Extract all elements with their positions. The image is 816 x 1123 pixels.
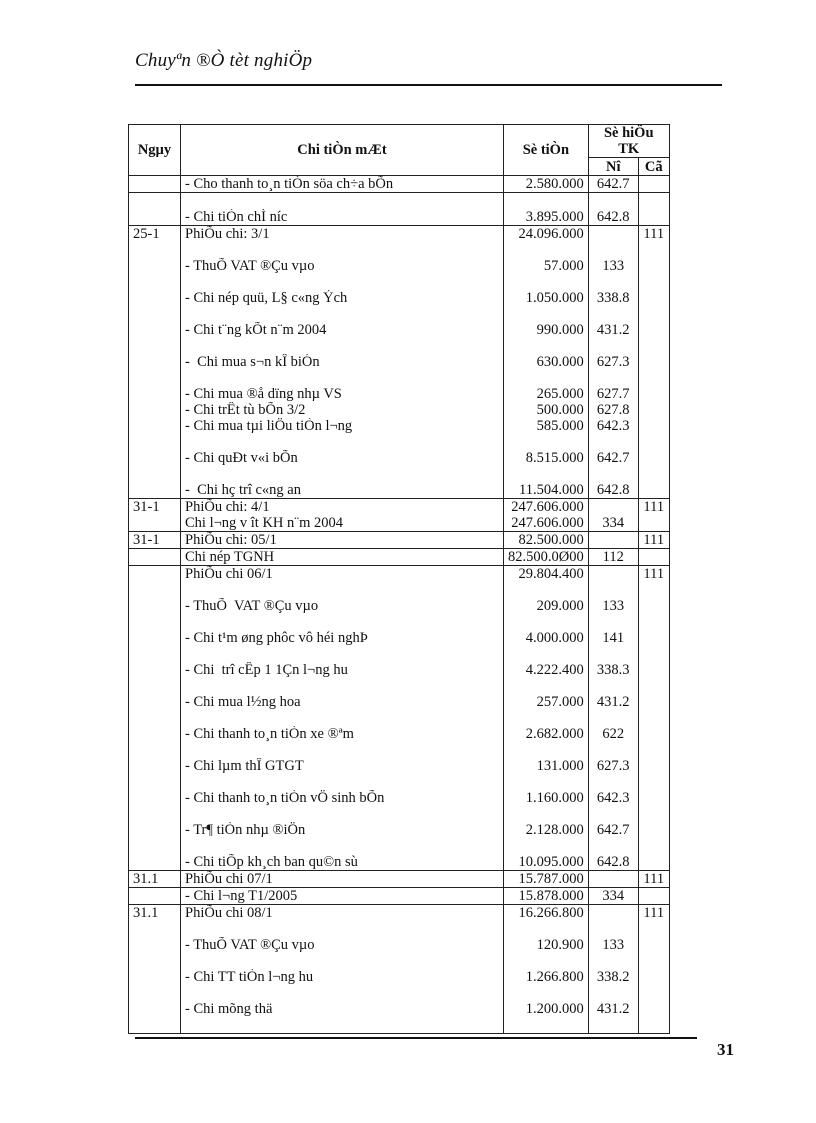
row-line-text [185, 921, 499, 937]
table-row [129, 499, 670, 532]
row-line-text: PhiÕu chi 07/1 [185, 871, 273, 887]
row-line-text [643, 466, 665, 482]
row-line-text: 111 [643, 226, 665, 242]
row-line-text [508, 274, 584, 290]
header-credit: Cã [638, 158, 669, 176]
row-line-text [508, 953, 584, 969]
row-line-text [593, 985, 634, 1001]
row-line-text: 141 [602, 630, 625, 646]
row-line-text [643, 985, 665, 1001]
row-line-text: 29.804.400 [518, 566, 584, 582]
row-line-text: - ThuÕ VAT ®Çu vµo [185, 598, 319, 614]
row-line-text [508, 921, 584, 937]
row-line-text: 111 [643, 871, 665, 887]
row-line-text: - Chi l¬ng T1/2005 [185, 888, 298, 904]
row-line-text: 334 [602, 515, 625, 531]
row-line-text [643, 354, 665, 370]
row-line-text [508, 1017, 584, 1033]
row-description-cell [181, 226, 504, 499]
row-amount-cell [504, 888, 589, 905]
row-line-text [185, 678, 499, 694]
row-line-text [185, 806, 499, 822]
row-line-text: 2.580.000 [525, 176, 584, 192]
row-line-text [593, 806, 634, 822]
row-line-text: 990.000 [536, 322, 584, 338]
row-date-cell [129, 499, 181, 532]
row-date: 31.1 [133, 905, 159, 921]
row-amount-cell [504, 549, 589, 566]
row-credit-account-cell [638, 871, 669, 888]
row-line-text [508, 806, 584, 822]
row-line-text [593, 226, 634, 242]
footer-divider [135, 1037, 697, 1039]
row-line-text: 247.606.000 [511, 515, 584, 531]
row-line-text: PhiÕu chi 08/1 [185, 905, 273, 921]
row-date: 31-1 [133, 532, 160, 548]
row-line-text: PhiÕu chi: 4/1 [185, 499, 270, 515]
row-line-text: 131.000 [536, 758, 584, 774]
row-amount-cell [504, 226, 589, 499]
row-line-text [508, 985, 584, 1001]
row-line-text: 642.7 [596, 822, 630, 838]
row-line-text: 11.504.000 [519, 482, 584, 498]
row-line-text [643, 614, 665, 630]
row-line-text: - Chi nép quü, L§ c«ng Ých [185, 290, 348, 306]
row-line-text: - Chi thanh to¸n tiÒn vÖ sinh bÕn [185, 790, 385, 806]
row-line-text: Chi l¬ng v ît KH n¨m 2004 [185, 515, 344, 531]
row-description-cell [181, 566, 504, 871]
row-line-text [643, 774, 665, 790]
row-line-text [593, 242, 634, 258]
row-line-text: 338.2 [596, 969, 630, 985]
row-date: 25-1 [133, 226, 160, 242]
row-line-text [185, 582, 499, 598]
row-line-text: 622 [602, 726, 625, 742]
row-line-text [508, 466, 584, 482]
row-line-text [643, 386, 665, 402]
row-line-text [643, 937, 665, 953]
row-line-text [593, 582, 634, 598]
row-line-text: - Tr¶ tiÒn nhµ ®iÖn [185, 822, 306, 838]
table-row [129, 549, 670, 566]
row-description-cell [181, 532, 504, 549]
row-credit-account-cell [638, 499, 669, 532]
row-line-text [643, 274, 665, 290]
row-line-text [508, 774, 584, 790]
row-line-text [185, 370, 499, 386]
row-line-text [508, 242, 584, 258]
row-amount-cell [504, 193, 589, 226]
row-line-text: - Chi mõng thä [185, 1001, 273, 1017]
header-date: Ngµy [129, 125, 181, 176]
row-line-text [643, 710, 665, 726]
row-line-text: 1.050.000 [525, 290, 584, 306]
row-line-text [508, 306, 584, 322]
row-line-text [185, 1017, 499, 1033]
row-line-text: 1.160.000 [525, 790, 584, 806]
row-debit-account-cell [588, 888, 638, 905]
row-line-text [185, 614, 499, 630]
row-line-text: - Chi lµm thÎ GTGT [185, 758, 304, 774]
row-line-text: - Chi thanh to¸n tiÒn xe ®ªm [185, 726, 354, 742]
cash-expense-table [128, 124, 670, 1034]
row-line-text [508, 434, 584, 450]
row-line-text: 334 [602, 888, 625, 904]
row-line-text: - Chi mua l½ng hoa [185, 694, 301, 710]
row-credit-account-cell [638, 176, 669, 193]
row-line-text: 247.606.000 [511, 499, 584, 515]
row-line-text: 338.3 [596, 662, 630, 678]
row-line-text: - Chi tiÕp kh¸ch ban qu©n sù [185, 854, 358, 870]
row-line-text [643, 176, 665, 192]
row-line-text: 10.095.000 [518, 854, 584, 870]
row-line-text [643, 806, 665, 822]
row-line-text [508, 678, 584, 694]
row-line-text: 431.2 [596, 694, 630, 710]
row-line-text [643, 258, 665, 274]
row-line-text [593, 646, 634, 662]
row-description-cell [181, 905, 504, 1034]
row-amount-cell [504, 871, 589, 888]
row-credit-account-cell [638, 193, 669, 226]
row-line-text [643, 242, 665, 258]
row-line-text: 16.266.800 [518, 905, 584, 921]
row-line-text [508, 614, 584, 630]
row-line-text [185, 774, 499, 790]
row-line-text [185, 985, 499, 1001]
row-line-text [643, 322, 665, 338]
row-line-text: 627.7 [596, 386, 630, 402]
header-description: Chi tiÒn mÆt [181, 125, 504, 176]
table-row [129, 532, 670, 549]
row-line-text: 111 [643, 532, 665, 548]
row-line-text: 2.128.000 [525, 822, 584, 838]
row-amount-cell [504, 499, 589, 532]
row-credit-account-cell [638, 566, 669, 871]
row-line-text: 642.7 [596, 450, 630, 466]
row-line-text: 642.3 [596, 418, 630, 434]
row-line-text [643, 726, 665, 742]
row-line-text [643, 515, 665, 531]
row-line-text [185, 242, 499, 258]
row-debit-account-cell [588, 566, 638, 871]
row-debit-account-cell [588, 193, 638, 226]
row-line-text [185, 710, 499, 726]
row-date: 31.1 [133, 871, 159, 887]
row-line-text [508, 646, 584, 662]
row-line-text: 82.500.0Ø00 [508, 549, 584, 565]
row-line-text [185, 274, 499, 290]
row-date [133, 566, 176, 582]
row-line-text: 2.682.000 [525, 726, 584, 742]
row-line-text [643, 742, 665, 758]
row-line-text [593, 838, 634, 854]
row-line-text: - Chi mua tµi liÖu tiÒn l¬ng [185, 418, 353, 434]
row-line-text: - Chi trÊt tù bÕn 3/2 [185, 402, 306, 418]
row-line-text [593, 774, 634, 790]
row-line-text: 82.500.000 [518, 532, 584, 548]
row-line-text: PhiÕu chi 06/1 [185, 566, 273, 582]
row-line-text [593, 953, 634, 969]
row-description-cell [181, 871, 504, 888]
row-line-text [643, 1001, 665, 1017]
row-line-text: 1.266.800 [525, 969, 584, 985]
row-line-text: 500.000 [536, 402, 584, 418]
row-date-cell [129, 566, 181, 871]
row-description-cell [181, 176, 504, 193]
row-date-cell [129, 193, 181, 226]
row-date-cell [129, 176, 181, 193]
row-line-text [593, 532, 634, 548]
row-debit-account-cell [588, 905, 638, 1034]
row-description-cell [181, 193, 504, 226]
row-line-text [185, 338, 499, 354]
row-line-text [508, 838, 584, 854]
row-line-text: 133 [602, 937, 625, 953]
row-line-text [508, 370, 584, 386]
row-line-text [643, 630, 665, 646]
row-line-text [643, 921, 665, 937]
row-date-cell [129, 549, 181, 566]
header-account-number: Sè hiÖu TK [588, 125, 669, 158]
row-line-text [593, 921, 634, 937]
row-line-text: 642.8 [596, 854, 630, 870]
row-line-text: - Chi trî cÊp 1 1Çn l¬ng hu [185, 662, 348, 678]
table-row [129, 888, 670, 905]
row-line-text [643, 1017, 665, 1033]
row-line-text [593, 871, 634, 887]
row-line-text [593, 306, 634, 322]
row-line-text [185, 838, 499, 854]
header-amount: Sè tiÒn [504, 125, 589, 176]
row-date-cell [129, 532, 181, 549]
row-line-text: 112 [602, 549, 624, 565]
row-line-text [643, 418, 665, 434]
row-line-text [185, 306, 499, 322]
row-line-text: - Cho thanh to¸n tiÒn söa ch÷a bÕn [185, 176, 394, 192]
row-line-text [643, 888, 665, 904]
row-line-text [593, 193, 634, 209]
row-line-text: 111 [643, 905, 665, 921]
row-date-cell [129, 905, 181, 1034]
row-date-cell [129, 871, 181, 888]
table-row [129, 176, 670, 193]
row-line-text: 630.000 [536, 354, 584, 370]
row-date-cell [129, 888, 181, 905]
row-line-text: 627.3 [596, 758, 630, 774]
header-divider [135, 84, 722, 86]
row-debit-account-cell [588, 549, 638, 566]
row-description-cell [181, 888, 504, 905]
row-line-text [643, 306, 665, 322]
row-line-text: - Chi hç trî c«ng an [185, 482, 301, 498]
row-line-text: - Chi mua ®å dïng nhµ VS [185, 386, 342, 402]
row-line-text: 431.2 [596, 322, 630, 338]
row-line-text [593, 905, 634, 921]
row-line-text: 585.000 [536, 418, 584, 434]
row-line-text [643, 549, 665, 565]
row-line-text [185, 742, 499, 758]
row-line-text: 133 [602, 598, 625, 614]
row-line-text [643, 450, 665, 466]
row-line-text [643, 678, 665, 694]
row-line-text: 57.000 [543, 258, 584, 274]
row-line-text [593, 742, 634, 758]
row-line-text: 627.8 [596, 402, 630, 418]
row-debit-account-cell [588, 499, 638, 532]
row-line-text: - Chi t¨ng kÕt n¨m 2004 [185, 322, 327, 338]
row-debit-account-cell [588, 176, 638, 193]
row-line-text [508, 582, 584, 598]
row-line-text [643, 822, 665, 838]
row-date [133, 176, 176, 192]
row-line-text: 24.096.000 [518, 226, 584, 242]
row-line-text [643, 290, 665, 306]
row-line-text: 4.000.000 [525, 630, 584, 646]
row-description-cell [181, 549, 504, 566]
row-date [133, 549, 176, 565]
row-line-text [643, 790, 665, 806]
row-line-text: 8.515.000 [525, 450, 584, 466]
header-debit: Nî [588, 158, 638, 176]
row-line-text [593, 1017, 634, 1033]
table-row [129, 871, 670, 888]
row-line-text: - ThuÕ VAT ®Çu vµo [185, 258, 315, 274]
row-line-text [593, 614, 634, 630]
row-credit-account-cell [638, 549, 669, 566]
row-line-text [643, 582, 665, 598]
row-line-text [593, 499, 634, 515]
row-line-text: 120.900 [536, 937, 584, 953]
table-row [129, 905, 670, 1034]
row-line-text: - ThuÕ VAT ®Çu vµo [185, 937, 315, 953]
row-line-text: 111 [643, 499, 665, 515]
row-line-text [643, 598, 665, 614]
row-line-text: - Chi t¹m øng phôc vô héi nghÞ [185, 630, 368, 646]
table-row [129, 566, 670, 871]
row-line-text: 338.8 [596, 290, 630, 306]
row-line-text: 15.878.000 [518, 888, 584, 904]
row-line-text [643, 402, 665, 418]
row-date: 31-1 [133, 499, 160, 515]
row-line-text [643, 209, 665, 225]
row-line-text [593, 566, 634, 582]
row-line-text: 15.787.000 [518, 871, 584, 887]
row-line-text [593, 710, 634, 726]
row-line-text [643, 662, 665, 678]
row-line-text [593, 370, 634, 386]
row-line-text [643, 758, 665, 774]
row-line-text [643, 646, 665, 662]
row-line-text [643, 838, 665, 854]
row-line-text: - Chi mua s¬n kÎ biÓn [185, 354, 320, 370]
row-line-text [643, 694, 665, 710]
row-line-text [643, 969, 665, 985]
row-line-text [185, 193, 499, 209]
row-line-text [508, 710, 584, 726]
row-line-text: 111 [643, 566, 665, 582]
row-debit-account-cell [588, 871, 638, 888]
row-line-text: 431.2 [596, 1001, 630, 1017]
row-line-text: PhiÕu chi: 3/1 [185, 226, 270, 242]
row-line-text [643, 370, 665, 386]
row-line-text [508, 193, 584, 209]
table-row [129, 226, 670, 499]
row-amount-cell [504, 905, 589, 1034]
row-line-text [593, 678, 634, 694]
row-line-text [593, 434, 634, 450]
row-line-text [643, 434, 665, 450]
row-line-text: 642.8 [596, 209, 630, 225]
row-line-text [185, 953, 499, 969]
row-line-text: 209.000 [536, 598, 584, 614]
row-line-text [643, 953, 665, 969]
row-credit-account-cell [638, 226, 669, 499]
row-line-text: 265.000 [536, 386, 584, 402]
row-line-text: - Chi quÐt v«i bÕn [185, 450, 298, 466]
row-line-text [185, 646, 499, 662]
row-line-text: 627.3 [596, 354, 630, 370]
row-line-text [508, 338, 584, 354]
row-line-text: Chi nép TGNH [185, 549, 275, 565]
row-line-text [508, 742, 584, 758]
row-line-text: 133 [602, 258, 625, 274]
row-line-text: 4.222.400 [525, 662, 584, 678]
row-line-text [185, 434, 499, 450]
row-debit-account-cell [588, 532, 638, 549]
ledger-body [129, 176, 670, 1034]
row-line-text [593, 338, 634, 354]
row-line-text [643, 193, 665, 209]
row-credit-account-cell [638, 532, 669, 549]
row-date [133, 193, 176, 209]
row-date [133, 888, 176, 904]
row-credit-account-cell [638, 905, 669, 1034]
row-line-text: 642.8 [596, 482, 630, 498]
row-amount-cell [504, 566, 589, 871]
row-line-text: 3.895.000 [525, 209, 584, 225]
row-line-text: 257.000 [536, 694, 584, 710]
row-line-text [593, 274, 634, 290]
row-line-text [643, 482, 665, 498]
row-date-cell [129, 226, 181, 499]
row-line-text [643, 338, 665, 354]
row-debit-account-cell [588, 226, 638, 499]
row-line-text: PhiÕu chi: 05/1 [185, 532, 277, 548]
row-line-text [643, 854, 665, 870]
row-line-text: 642.7 [596, 176, 630, 192]
row-line-text: 642.3 [596, 790, 630, 806]
row-line-text: 1.200.000 [525, 1001, 584, 1017]
row-amount-cell [504, 532, 589, 549]
row-description-cell [181, 499, 504, 532]
table-row [129, 193, 670, 226]
row-line-text [593, 466, 634, 482]
row-line-text: - Chi tiÒn chÌ níc [185, 209, 288, 225]
row-amount-cell [504, 176, 589, 193]
document-header-title: Chuyªn ®Ò tèt nghiÖp [135, 50, 313, 71]
row-line-text: - Chi TT tiÒn l¬ng hu [185, 969, 314, 985]
row-credit-account-cell [638, 888, 669, 905]
row-line-text [185, 466, 499, 482]
page-number: 31 [717, 1040, 734, 1059]
